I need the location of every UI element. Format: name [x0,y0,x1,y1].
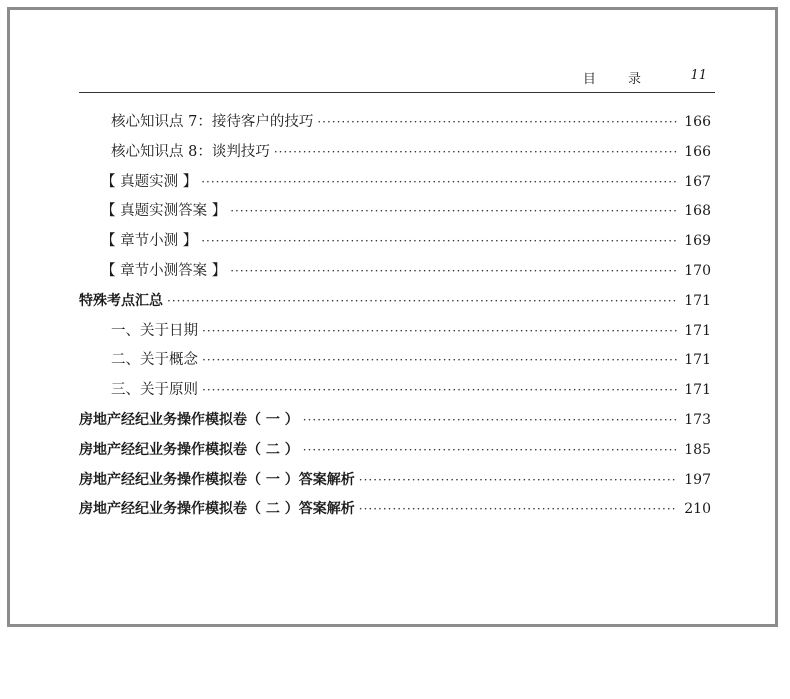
dot-leader [202,317,677,347]
toc-entry-title: 【 真题实测 】 [101,173,198,190]
header-title: 目 录 [582,72,655,87]
toc-entry[interactable] [79,436,711,466]
toc-entry-page-number: 171 [684,382,711,399]
toc-entry[interactable] [79,168,711,198]
dot-leader [202,346,677,376]
toc-entry-title: 特殊考点汇总 [79,292,163,309]
toc-entry[interactable] [79,466,711,496]
toc-entry-page-number: 166 [684,143,711,160]
toc-entry[interactable] [79,346,711,376]
toc-entry-title: 一、关于日期 [111,322,198,339]
toc-entry-page-number: 168 [684,203,711,220]
toc-entry-page-number: 166 [684,114,711,130]
toc-entry-title: 核心知识点 8：谈判技巧 [111,143,270,160]
dot-leader [230,257,677,287]
toc-entry-page-number: 171 [684,352,711,369]
dot-leader [167,287,677,317]
toc-entry[interactable] [79,495,711,525]
toc-entry-page-number: 169 [684,233,711,250]
dot-leader [359,466,677,496]
dot-leader [274,138,677,168]
toc-entry-page-number: 171 [684,292,711,309]
dot-leader [359,495,677,525]
dot-leader [317,108,677,138]
toc-entry-page-number: 171 [684,322,711,339]
toc-entry-title: 核心知识点 7：接待客户的技巧 [111,114,314,130]
toc-entry[interactable] [79,197,711,227]
toc-entry-title: 【 章节小测 】 [101,233,198,250]
toc-entry-title: 【 章节小测答案 】 [101,262,227,279]
toc-entry-page-number: 173 [684,411,711,428]
toc-entry-title: 房地产经纪业务操作模拟卷（ 一 ）答案解析 [79,471,355,488]
toc-entry-page-number: 167 [684,173,711,190]
header-page-number: 11 [690,68,707,83]
toc-entry-title: 房地产经纪业务操作模拟卷（ 二 ）答案解析 [79,501,355,518]
toc-entry[interactable] [79,317,711,347]
toc-entry[interactable] [79,287,711,317]
toc-entry-page-number: 170 [684,262,711,279]
toc-entry[interactable] [79,108,711,138]
dot-leader [201,168,677,198]
toc-entry[interactable] [79,227,711,257]
toc-entry[interactable] [79,376,711,406]
toc-entry[interactable] [79,406,711,436]
toc-entry-title: 三、关于原则 [111,382,198,399]
toc-entry-page-number: 185 [684,441,711,458]
page-header [79,66,715,93]
toc-entry-title: 【 真题实测答案 】 [101,203,227,220]
dot-leader [230,197,677,227]
toc-entry[interactable] [79,138,711,168]
dot-leader [201,227,677,257]
toc-entry-page-number: 197 [684,471,711,488]
toc-entry-title: 房地产经纪业务操作模拟卷（ 二 ） [79,441,299,458]
dot-leader [202,376,677,406]
toc-entry-title: 二、关于概念 [111,352,198,369]
toc-entry[interactable] [79,257,711,287]
toc-entry-page-number: 210 [684,501,711,518]
dot-leader [303,436,677,466]
toc-entry-title: 房地产经纪业务操作模拟卷（ 一 ） [79,411,299,428]
dot-leader [303,406,677,436]
table-of-contents [79,108,711,525]
